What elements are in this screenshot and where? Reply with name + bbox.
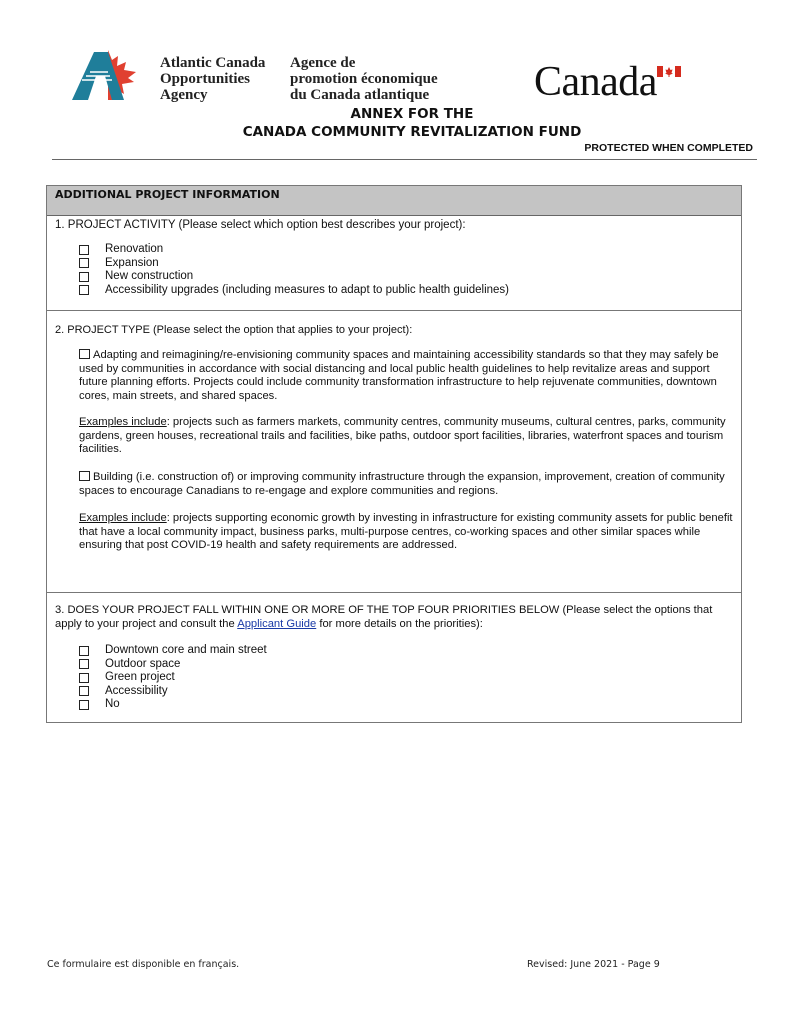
option-downtown-core[interactable]: [79, 644, 267, 658]
checkbox[interactable]: [79, 686, 89, 696]
option-outdoor-space[interactable]: [79, 658, 267, 672]
q2-examples-1: [79, 416, 734, 457]
agency-name-en: [160, 55, 265, 103]
option-text: Building (i.e. construction of) or improving community infrastructure through the expansion, improvement, creation of community spaces to encourage Canadians to re-engage and explore communities and regions.: [79, 471, 725, 497]
checkbox[interactable]: [79, 659, 89, 669]
q2-option-building: [79, 471, 734, 498]
checkbox[interactable]: [79, 646, 89, 656]
q2-text: 2. PROJECT TYPE (Please select the option that applies to your project):: [55, 324, 413, 336]
checkbox[interactable]: [79, 349, 90, 359]
examples-label: Examples include: [79, 416, 167, 428]
checkbox[interactable]: [79, 258, 89, 268]
examples-text: : projects supporting economic growth by investing in infrastructure for existing community assets for public benefit that have a local community impact, business parks, multi-purpose centres, co-working spaces and other similar spaces while ensuring that post COVID-19 health and safety requirements are addressed.: [79, 512, 733, 552]
q3-options: [79, 644, 267, 712]
checkbox[interactable]: [79, 245, 89, 255]
option-new-construction[interactable]: [79, 270, 509, 284]
document-title-line1: ANNEX FOR THE: [350, 106, 474, 122]
examples-label: Examples include: [79, 512, 167, 524]
additional-project-info-form: [46, 185, 742, 723]
q3-text: [55, 603, 735, 631]
option-accessibility-upgrades[interactable]: [79, 284, 509, 298]
q3-text-before: 3. DOES YOUR PROJECT FALL WITHIN ONE OR MORE OF THE TOP FOUR PRIORITIES BELOW (Please select the options that apply to your project and consult the: [55, 604, 713, 630]
agency-en-line: Atlantic Canada: [160, 55, 266, 71]
footer-language-note: Ce formulaire est disponible en français.: [47, 959, 240, 970]
agency-en-line: Agency: [160, 87, 208, 103]
section-header: [47, 186, 741, 216]
examples-text: : projects such as farmers markets, community centres, community museums, cultural centres, parks, community gardens, green houses, recreational trails and facilities, bike paths, outdoor sport facilities, libraries, waterfront spaces and tourism facilities.: [79, 416, 726, 456]
header-divider: [52, 159, 757, 160]
option-label: Green project: [105, 671, 175, 683]
q1-options: [79, 243, 509, 297]
checkbox[interactable]: [79, 673, 89, 683]
question-priorities: [47, 593, 741, 723]
agency-fr-line: du Canada atlantique: [290, 87, 430, 103]
q1-text: 1. PROJECT ACTIVITY (Please select which option best describes your project):: [55, 219, 466, 231]
checkbox[interactable]: [79, 471, 90, 481]
agency-en-line: Opportunities: [160, 71, 251, 87]
q3-text-after: for more details on the priorities):: [316, 618, 483, 630]
option-label: Downtown core and main street: [105, 644, 267, 656]
agency-fr-line: Agence de: [290, 55, 356, 71]
option-label: Expansion: [105, 256, 159, 269]
applicant-guide-link[interactable]: Applicant Guide: [237, 618, 317, 630]
option-text: Adapting and reimagining/re-envisioning community spaces and maintaining accessibility standards so that they may safely be used by communities in accordance with social distancing and local public health guidelines to help revitalize areas and support future planning efforts. Projects could include community transformation infrastructure to help rejuvenate communities, downtown cores, main streets, and shared spaces.: [79, 349, 719, 402]
canada-wordmark: Canada: [534, 59, 657, 105]
protected-label: PROTECTED WHEN COMPLETED: [584, 142, 753, 154]
option-no[interactable]: [79, 698, 267, 712]
agency-fr-line: promotion économique: [290, 71, 438, 87]
option-accessibility[interactable]: [79, 685, 267, 699]
option-label: No: [105, 698, 120, 710]
question-project-activity: [47, 216, 741, 311]
canada-flag-icon: [657, 66, 681, 77]
footer-revision-page: Revised: June 2021 - Page 9: [527, 959, 660, 970]
option-label: Outdoor space: [105, 657, 181, 670]
option-label: Renovation: [105, 243, 164, 255]
checkbox[interactable]: [79, 285, 89, 295]
acoa-logo-icon: [68, 46, 140, 102]
option-label: New construction: [105, 270, 194, 282]
agency-name-fr: [290, 55, 438, 103]
option-renovation[interactable]: [79, 243, 509, 257]
checkbox[interactable]: [79, 272, 89, 282]
option-expansion[interactable]: [79, 257, 509, 271]
document-title-line2: CANADA COMMUNITY REVITALIZATION FUND: [242, 124, 582, 140]
checkbox[interactable]: [79, 700, 89, 710]
section-title: ADDITIONAL PROJECT INFORMATION: [55, 188, 280, 201]
option-label: Accessibility: [105, 684, 168, 697]
question-project-type: [47, 311, 741, 593]
q2-option-adapting: [79, 349, 734, 403]
option-green-project[interactable]: [79, 671, 267, 685]
q2-examples-2: [79, 512, 734, 553]
option-label: Accessibility upgrades (including measures to adapt to public health guidelines): [105, 283, 510, 296]
